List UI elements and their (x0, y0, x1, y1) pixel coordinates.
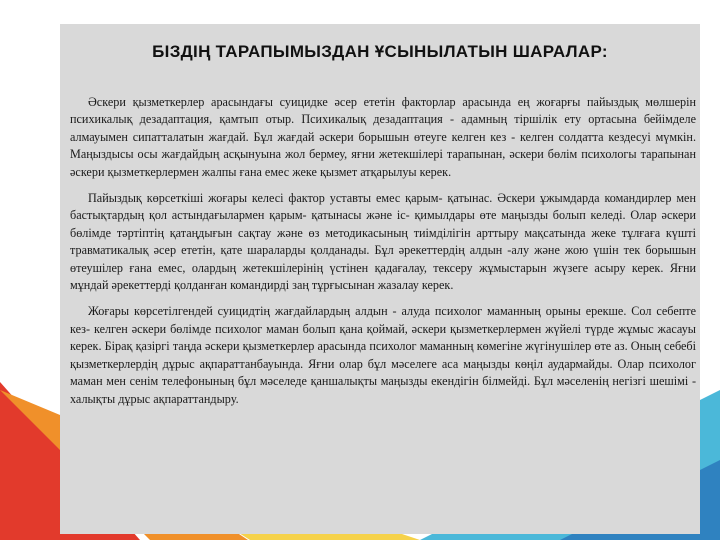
slide-body-text (70, 94, 696, 408)
slide-content-panel (60, 24, 700, 534)
paragraph-3: Жоғары көрсетілгендей суицидтің жағдайлардың алдын - алуда психолог маманның орыны ерекше. Сол себепте кез- келген әскери бөлімде психолог маман болып қана қоймай, әскери қызметкерлермен жүйелі түрде жұмыс жасауы керек. Бірақ қазіргі таңда әскери қызметкерлер арасында психолог маманның көмегіне жүгінушілер өте аз. Оның себебі қызметкерлердің дұрыс ақпараттанбауында. Яғни олар бұл мәселеге аса маңызды көңіл аудармайды. Олар психолог маман мен сенім телефонының бұл мәселеде қаншалықты маңызды екендігін білмейді. Бұл мәселенің негізгі шешімі - халықты дұрыс ақпараттандыру. (70, 304, 696, 406)
slide-title: БІЗДІҢ ТАРАПЫМЫЗДАН ҰСЫНЫЛАТЫН ШАРАЛАР: (152, 42, 608, 61)
paragraph-1: Әскери қызметкерлер арасындағы суицидке әсер ететін факторлар арасында ең жоғарғы пайыздық мөлшерін психикалық дезадаптация, қамтып отыр. Психикалық дезадаптация - адамның тіршілік ету ортасына бейімделе алмауымен сипатталатын жағдай. Бұл жағдай әскери борышын өтеуге келген кез - келген солдатта кездесуі мүмкін. Маңыздысы осы жағдайдың асқынуына жол бермеу, яғни жетекшілері тарапынан, әскери бөлім психологы тарапынан әскери қызметкерлермен жалпы ғана емес жеке қызмет атқарылуы керек. (70, 95, 696, 179)
paragraph-2: Пайыздық көрсеткіші жоғары келесі фактор уставты емес қарым- қатынас. Әскери ұжымдарда командирлер мен бастықтардың қол астындағылармен қарым- қатынасы және іс- қимылдары өте маңызды болып келеді. Олар әскери бөлімде тәртіптің қатаңдығын сақтау және өз методикасының тиімділігін арттыру мақсатында жеке тұлғаға күшті травматикалық әсер ететін, қате шараларды қолданады. Бұл әрекеттердің алдын -алу және жою үшін тек борышын өтеушілер ғана емес, олардың жетекшілерінің үстінен қадағалау, тексеру жұмыстарын жүзеге асыру керек. Яғни мұндай әрекеттерді қолданған командирді заң тұрғысынан жазалау керек. (70, 191, 696, 293)
